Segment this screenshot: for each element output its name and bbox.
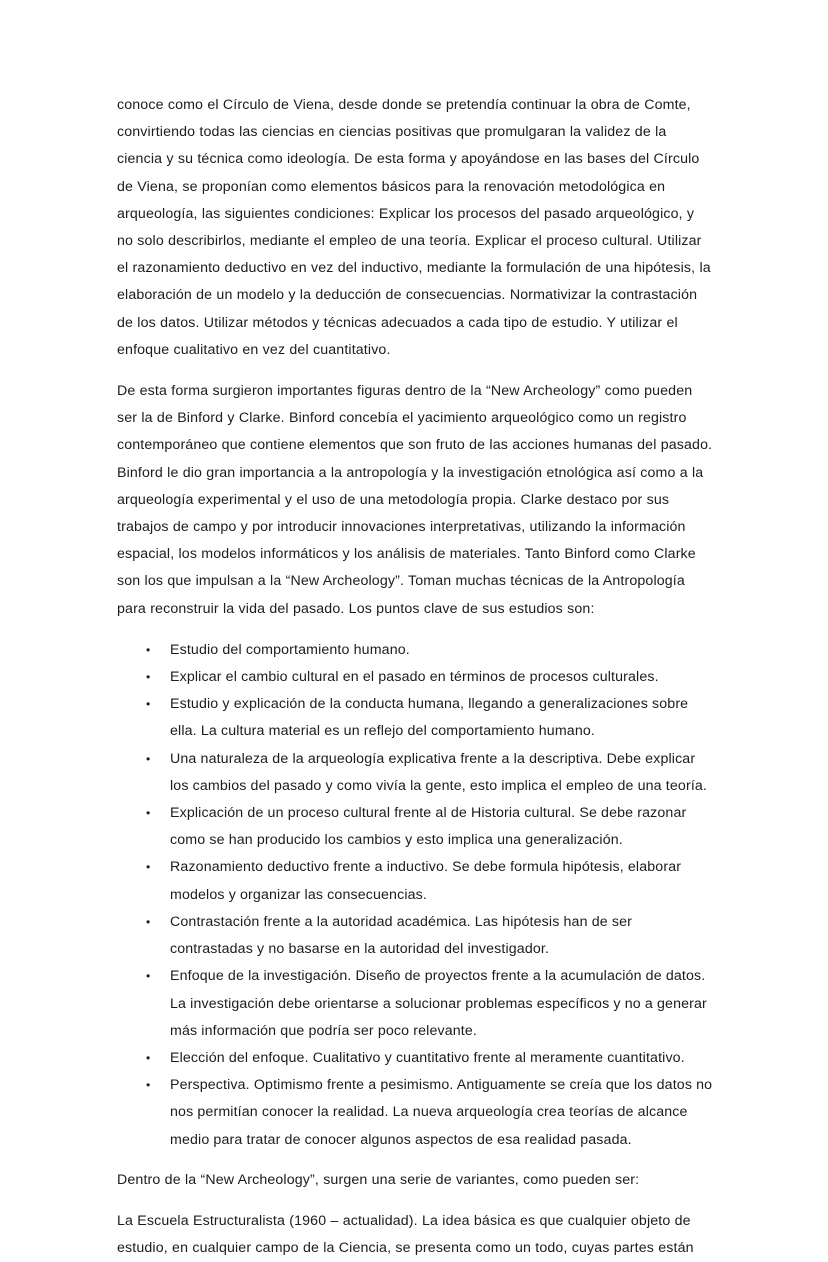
list-item-text: Contrastación frente a la autoridad académica. Las hipótesis han de ser contrastadas y no basarse en la autoridad del investigador. (170, 913, 632, 958)
bullet-icon: • (146, 914, 151, 929)
list-item-text: Estudio y explicación de la conducta humana, llegando a generalizaciones sobre ella. La cultura material es un reflejo del comportamiento humano. (170, 696, 689, 740)
list-item (117, 854, 713, 908)
list-item (117, 1072, 713, 1154)
list-item (117, 963, 713, 1045)
paragraph-2: De esta forma surgieron importantes figuras dentro de la “New Archeology” como pueden ser la de Binford y Clarke. Binford concebía el yacimiento arqueológico como un registro contemporáneo que contiene elementos que son fruto de las acciones humanas del pasado. Binford le dio gran importancia a la antropología y la investigación etnológica así como a la arqueología experimental y el uso de una metodología propia. Clarke destaco por sus trabajos de campo y por introducir innovaciones interpretativas, utilizando la información espacial, los modelos informáticos y los análisis de materiales. Tanto Binford como Clarke son los que impulsan a la “New Archeology”. Toman muchas técnicas de la Antropología para reconstruir la vida del pasado. Los puntos clave de sus estudios son: (117, 383, 713, 617)
list-item-text: Razonamiento deductivo frente a inductivo. Se debe formula hipótesis, elaborar modelos y organizar las consecuencias. (170, 859, 682, 903)
bullet-icon: • (146, 1078, 151, 1093)
list-item-text: Enfoque de la investigación. Diseño de proyectos frente a la acumulación de datos. La investigación debe orientarse a solucionar problemas específicos y no a generar más información que podría ser poco relevante. (170, 968, 707, 1039)
list-item-text: Explicar el cambio cultural en el pasado en términos de procesos culturales. (170, 669, 659, 686)
bullet-icon: • (146, 860, 151, 875)
bullet-icon: • (146, 697, 151, 712)
paragraph-4: La Escuela Estructuralista (1960 – actualidad). La idea básica es que cualquier objeto de estudio, en cualquier campo de la Ciencia, se presenta como un todo, cuyas partes están (117, 1212, 694, 1257)
list-item (117, 800, 713, 854)
list-item (117, 691, 713, 745)
bullet-icon: • (146, 642, 151, 657)
list-item-text: Perspectiva. Optimismo frente a pesimismo. Antiguamente se creía que los datos no nos permitían conocer la realidad. La nueva arqueología crea teorías de alcance medio para tratar de conocer algunos aspectos de esa realidad pasada. (170, 1077, 713, 1148)
bullet-icon: • (146, 1050, 151, 1065)
bullet-icon: • (146, 670, 151, 685)
paragraph-1: conoce como el Círculo de Viena, desde donde se pretendía continuar la obra de Comte, convirtiendo todas las ciencias en ciencias positivas que promulgaran la validez de la ciencia y su técnica como ideología. De esta forma y apoyándose en las bases del Círculo de Viena, se proponían como elementos básicos para la renovación metodológica en arqueología, las siguientes condiciones: Explicar los procesos del pasado arqueológico, y no solo describirlos, mediante el empleo de una teoría. Explicar el proceso cultural. Utilizar el razonamiento deductivo en vez del inductivo, mediante la formulación de una hipótesis, la elaboración de un modelo y la deducción de consecuencias. Normativizar la contrastación de los datos. Utilizar métodos y técnicas adecuados a cada tipo de estudio. Y utilizar el enfoque cualitativo en vez del cuantitativo. (117, 97, 711, 358)
bullet-icon: • (146, 969, 151, 984)
document-body (117, 92, 713, 1262)
bullet-icon: • (146, 806, 151, 821)
bullet-icon: • (146, 751, 151, 766)
list-item-text: Elección del enfoque. Cualitativo y cuantitativo frente al meramente cuantitativo. (170, 1049, 685, 1066)
list-item (117, 1045, 713, 1072)
key-points-list (117, 637, 713, 1154)
list-item-text: Estudio del comportamiento humano. (170, 641, 410, 658)
list-item (117, 637, 713, 664)
list-item-text: Explicación de un proceso cultural frente al de Historia cultural. Se debe razonar como se han producido los cambios y esto implica una generalización. (170, 805, 687, 849)
paragraph-3: Dentro de la “New Archeology”, surgen una serie de variantes, como pueden ser: (117, 1171, 640, 1188)
list-item (117, 664, 713, 691)
list-item-text: Una naturaleza de la arqueología explicativa frente a la descriptiva. Debe explicar los cambios del pasado y como vivía la gente, esto implica el empleo de una teoría. (170, 750, 708, 794)
list-item (117, 909, 713, 963)
list-item (117, 746, 713, 800)
